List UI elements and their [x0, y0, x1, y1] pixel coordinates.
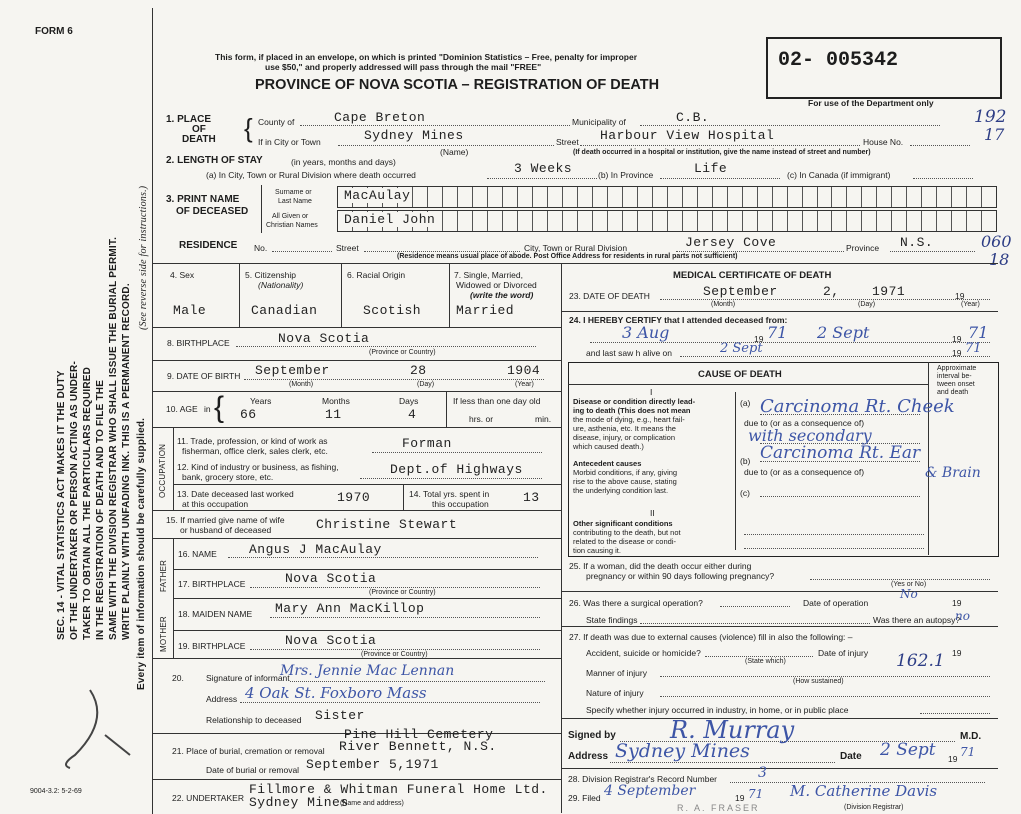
r29-label: 29. Filed [568, 793, 601, 803]
occ-12b: bank, grocery store, etc. [182, 472, 274, 482]
muni-value: C.B. [676, 110, 710, 125]
dob-month: September [255, 363, 330, 378]
marital-value: Married [456, 303, 515, 318]
other-3: related to the disease or condi- [573, 537, 676, 546]
age-months-label: Months [322, 396, 350, 406]
place-label-3: DEATH [182, 134, 216, 145]
surname-label-2: Last Name [278, 198, 312, 205]
nature-label: Nature of injury [586, 688, 644, 698]
birthplace-label: 8. BIRTHPLACE [167, 338, 230, 348]
manner-label: Manner of injury [586, 668, 647, 678]
informant-num: 20. [172, 673, 184, 683]
autopsy-value: no [955, 609, 970, 623]
roman-2: II [650, 508, 655, 518]
dod-day-sub: (Day) [858, 301, 876, 308]
mother-side: MOTHER [159, 616, 168, 652]
antecedent-3: rise to the above cause, stating [573, 477, 677, 486]
r28-label: 28. Division Registrar's Record Number [568, 774, 718, 784]
dod-day: 2, [823, 284, 840, 299]
occ-11a: 11. Trade, profession, or kind of work as [177, 436, 328, 446]
dob-year: 1904 [507, 363, 541, 378]
disease-4: ure, asthenia, etc. It means the [573, 424, 676, 433]
side-line-3: TAKER TO OBTAIN ALL THE PARTICULARS REQUIRED [82, 366, 93, 640]
interval-2: interval be- [937, 373, 972, 380]
mother-bp: Nova Scotia [285, 633, 377, 648]
dod-19: 19 [955, 291, 965, 301]
stay-label: 2. LENGTH OF STAY [166, 155, 263, 166]
injury-date-label: Date of injury [818, 648, 869, 658]
disease-6: which caused death.) [573, 442, 644, 451]
hospital-note: (If death occurred in a hospital or institution, give the name instead of street and number) [573, 149, 871, 156]
city-value: Sydney Mines [364, 128, 464, 143]
undertaker-value-1: Fillmore & Whitman Funeral Home Ltd. [249, 782, 548, 797]
spouse-value: Christine Stewart [316, 517, 458, 532]
dob-day: 28 [410, 363, 427, 378]
certify-y1: 71 [767, 323, 788, 342]
notice-line-2: use $50," and properly addressed will pass through the mail "FREE" [265, 62, 542, 72]
marital-header-2: Widowed or Divorced [456, 280, 537, 290]
address-label: Address [568, 751, 609, 762]
other-2: contributing to the death, but not [573, 528, 681, 537]
marital-header-3: (write the word) [470, 290, 534, 300]
house-label: House No. [863, 137, 904, 147]
burial-label: 21. Place of burial, cremation or removal [172, 746, 325, 756]
spouse-label-2: or husband of deceased [180, 525, 272, 535]
dob-month-sub: (Month) [289, 381, 314, 388]
due-to-2: due to (or as a consequence of) [744, 467, 865, 477]
age-years: 66 [240, 407, 257, 422]
form-title: PROVINCE OF NOVA SCOTIA – REGISTRATION OF DEATH [255, 77, 660, 93]
registrar-signature: M. Catherine Davis [790, 782, 938, 800]
place-label-1: 1. PLACE [166, 114, 212, 125]
cause-c-label: (c) [740, 488, 750, 498]
reg-number: 02- 005342 [778, 49, 899, 72]
occupation-side: OCCUPATION [158, 443, 167, 498]
r28-value: 3 [758, 765, 767, 781]
q25-b: pregnancy or within 90 days following pregnancy? [586, 571, 775, 581]
dob-day-sub: (Day) [417, 381, 435, 388]
margin-code-3: 060 [981, 232, 1012, 251]
other-4: tion causing it. [573, 546, 621, 555]
mother-name-label: 18. MAIDEN NAME [178, 609, 253, 619]
q25-a: 25. If a woman, did the death occur either during [569, 561, 752, 571]
spouse-label-1: 15. If married give name of wife [166, 515, 285, 525]
signed-by-label: Signed by [568, 730, 616, 741]
city-label: If in City or Town [258, 137, 321, 147]
cause-a-label: (a) [740, 398, 751, 408]
stay-label-2: (in years, months and days) [291, 157, 396, 167]
margin-code-4: 18 [989, 250, 1010, 269]
alive-year: 71 [965, 341, 982, 356]
dob-label: 9. DATE OF BIRTH [167, 371, 241, 381]
age-days-label: Days [399, 396, 419, 406]
alive-label: and last saw h alive on [586, 348, 672, 358]
surname-grid [337, 186, 997, 208]
yes-no-sub: (Yes or No) [891, 581, 927, 588]
undertaker-label: 22. UNDERTAKER [172, 793, 244, 803]
father-name-label: 16. NAME [178, 549, 217, 559]
age-less-label: If less than one day old [453, 396, 541, 406]
residence-prov-label: Province [846, 243, 880, 253]
county-label: County of [258, 117, 295, 127]
street-value: Harbour View Hospital [600, 128, 775, 143]
date-label: Date [840, 751, 862, 762]
side-line-5: SAME WITH THE DIVISION REGISTRAR WHO SHALL ISSUE THE BURIAL PERMIT. [108, 236, 119, 640]
residence-city-label: City, Town or Rural Division [524, 243, 628, 253]
given-label-1: All Given or [272, 213, 309, 220]
sustained-sub: (How sustained) [793, 678, 844, 685]
disease-3: the mode of dying, e.g., heart fail- [573, 415, 685, 424]
citizenship-header: 5. Citizenship [245, 270, 297, 280]
disease-1: Disease or condition directly lead- [573, 397, 696, 406]
r29-year: 71 [748, 787, 764, 801]
date-value: 2 Sept [880, 740, 936, 760]
stay-c-label: (c) In Canada (if immigrant) [787, 170, 891, 180]
dod-year-sub: (Year) [961, 301, 980, 308]
medical-header: MEDICAL CERTIFICATE OF DEATH [673, 270, 832, 281]
given-value: Daniel John [344, 212, 436, 227]
given-label-2: Christian Names [266, 222, 318, 229]
occ-12-value: Dept.of Highways [390, 462, 523, 477]
birthplace-value: Nova Scotia [278, 331, 370, 346]
place-label-2: OF [192, 124, 206, 135]
age-in: in [204, 404, 211, 414]
disease-5: disease, injury, or complication [573, 433, 675, 442]
certify-label: 24. I HEREBY CERTIFY that I attended deceased from: [569, 315, 788, 325]
residence-note: (Residence means usual place of abode. Post Office Address for residents in rural parts not sufficient) [397, 253, 738, 260]
q26-value: No [900, 587, 918, 601]
alive-value: 2 Sept [720, 341, 763, 356]
print-name-label-1: 3. PRINT NAME [166, 194, 240, 205]
informant-rel-label: Relationship to deceased [206, 715, 302, 725]
age-label: 10. AGE [166, 404, 198, 414]
stay-b-label: (b) In Province [598, 170, 654, 180]
muni-label: Municipality of [572, 117, 626, 127]
father-bp: Nova Scotia [285, 571, 377, 586]
surname-value: MacAulay [344, 188, 411, 203]
occ-12a: 12. Kind of industry or business, as fishing, [177, 462, 339, 472]
other-1: Other significant conditions [573, 519, 673, 528]
antecedent-1: Antecedent causes [573, 459, 642, 468]
father-bp-sub: (Province or Country) [369, 589, 436, 596]
father-side: FATHER [159, 559, 168, 592]
burial-date: September 5,1971 [306, 757, 439, 772]
r29-value: 4 September [604, 783, 696, 799]
stay-b-value: Life [694, 161, 728, 176]
print-code: 9004-3.2: 5-2-69 [30, 788, 82, 795]
dod-year: 1971 [872, 284, 906, 299]
undertaker-sub: (Name and address) [340, 800, 404, 807]
dob-year-sub: (Year) [515, 381, 534, 388]
stay-a-label: (a) In City, Town or Rural Division where death occurred [206, 170, 416, 180]
age-months: 11 [325, 407, 342, 422]
side-line-6: WRITE PLAINLY WITH UNFADING INK. THIS IS A PERMANENT RECORD. [121, 283, 132, 640]
signed-by-value: R. Murray [670, 716, 795, 744]
surname-label-1: Surname or [275, 189, 312, 196]
age-years-label: Years [250, 396, 272, 406]
occ-14a: 14. Total yrs. spent in [409, 489, 490, 499]
residence-city-value: Jersey Cove [685, 235, 777, 250]
q27-label: 27. If death was due to external causes (violence) fill in also the following: – [569, 632, 853, 642]
cause-c-value: & Brain [925, 465, 981, 481]
state-which-sub: (State which) [745, 658, 786, 665]
citizenship-value: Canadian [251, 303, 318, 318]
occ-13a: 13. Date deceased last worked [177, 489, 294, 499]
cause-b-label: (b) [740, 456, 751, 466]
county-value: Cape Breton [334, 110, 426, 125]
residence-prov-value: N.S. [900, 235, 934, 250]
side-line-4: IN THE REGISTRATION OF DEATH AND TO FILE THE [95, 379, 106, 640]
dept-use-label: For use of the Department only [808, 98, 934, 108]
dod-label: 23. DATE OF DEATH [569, 291, 650, 301]
print-name-label-2: OF DECEASED [176, 206, 249, 217]
reg-number-box [766, 37, 1002, 99]
dod-month: September [703, 284, 778, 299]
interval-4: and death [937, 389, 969, 396]
street-label: Street [556, 137, 579, 147]
residence-no-label: No. [254, 243, 268, 253]
q26-label: 26. Was there a surgical operation? [569, 598, 703, 608]
racial-header: 6. Racial Origin [347, 270, 406, 280]
registrar-stamp: R. A. FRASER [677, 803, 760, 813]
informant-addr-label: Address [206, 694, 238, 704]
roman-1: I [650, 387, 653, 397]
age-days: 4 [408, 407, 417, 422]
residence-street-label: Street [336, 243, 359, 253]
burial-place-1: Pine Hill Cemetery [344, 727, 494, 742]
op-date-label: Date of operation [803, 598, 869, 608]
father-name: Angus J MacAulay [249, 542, 382, 557]
age-min: min. [535, 414, 552, 424]
name-sub: (Name) [440, 147, 469, 157]
racial-value: Scotish [363, 303, 422, 318]
informant-sig: Mrs. Jennie Mac Lennan [280, 663, 455, 679]
autopsy-label: Was there an autopsy? [873, 615, 961, 625]
side-line-2: OF THE UNDERTAKER OR PERSON ACTING AS UNDER- [69, 361, 80, 640]
findings-label: State findings [586, 615, 638, 625]
informant-rel: Sister [315, 708, 365, 723]
cause-b-value: Carcinoma Rt. Ear [760, 443, 921, 463]
occ-11-value: Forman [402, 436, 452, 451]
certify-to: 2 Sept [817, 323, 870, 342]
age-hrs: hrs. or [469, 414, 494, 424]
burial-date-label: Date of burial or removal [206, 765, 300, 775]
mother-bp-label: 19. BIRTHPLACE [178, 641, 246, 651]
cause-a2-value: with secondary [748, 426, 872, 445]
burial-place-2: River Bennett, N.S. [339, 739, 497, 754]
accident-label: Accident, suicide or homicide? [586, 648, 701, 658]
sex-header: 4. Sex [170, 270, 195, 280]
due-to-1: due to (or as a consequence of) [744, 418, 865, 428]
occ-14b: this occupation [432, 499, 489, 509]
injury-code: 162.1 [896, 651, 945, 671]
mother-bp-sub: (Province or Country) [361, 651, 428, 658]
residence-label: RESIDENCE [179, 240, 238, 251]
interval-3: tween onset [937, 381, 975, 388]
side-reverse: (See reverse side for instructions.) [138, 185, 149, 330]
antecedent-4: the underlying condition last. [573, 486, 669, 495]
specify-label: Specify whether injury occurred in industry, in home, or in public place [586, 705, 849, 715]
antecedent-2: Morbid conditions, if any, giving [573, 468, 678, 477]
dod-month-sub: (Month) [711, 301, 736, 308]
cause-a-value: Carcinoma Rt. Cheek [760, 396, 955, 417]
disease-2: ing to death (This does not mean [573, 406, 691, 415]
father-bp-label: 17. BIRTHPLACE [178, 579, 246, 589]
occ-13b: at this occupation [182, 499, 249, 509]
occ-14-value: 13 [523, 490, 540, 505]
md-label: M.D. [960, 731, 982, 742]
occ-13-value: 1970 [337, 490, 371, 505]
margin-scribble [50, 680, 140, 770]
undertaker-value-2: Sydney Mines [249, 795, 349, 810]
margin-code-2: 17 [984, 125, 1005, 144]
form-label: FORM 6 [35, 26, 73, 37]
marital-header-1: 7. Single, Married, [454, 270, 523, 280]
interval-1: Approximate [937, 365, 977, 372]
address-value: Sydney Mines [615, 740, 750, 762]
occ-11b: fisherman, office clerk, sales clerk, etc. [182, 446, 328, 456]
informant-addr: 4 Oak St. Foxboro Mass [245, 684, 427, 702]
side-every-item: Every item of information should be carefully supplied. [136, 417, 147, 690]
stay-a-value: 3 Weeks [514, 161, 573, 176]
citizenship-header-2: (Nationality) [258, 280, 304, 290]
birthplace-sub: (Province or Country) [369, 349, 436, 356]
date-year: 71 [960, 745, 976, 759]
certify-y2: 71 [968, 323, 989, 342]
notice-line-1: This form, if placed in an envelope, on which is printed "Dominion Statistics – Free, penalty for improper [215, 52, 638, 62]
cause-title: CAUSE OF DEATH [698, 369, 782, 380]
mother-name: Mary Ann MacKillop [275, 601, 425, 616]
margin-code-1: 192 [974, 107, 1007, 127]
registrar-sub: (Division Registrar) [844, 804, 904, 811]
side-sec14: SEC. 14 - VITAL STATISTICS ACT MAKES IT THE DUTY [56, 370, 67, 640]
certify-from: 3 Aug [622, 323, 670, 342]
informant-sig-label: Signature of informant [206, 673, 290, 683]
sex-value: Male [173, 303, 207, 318]
